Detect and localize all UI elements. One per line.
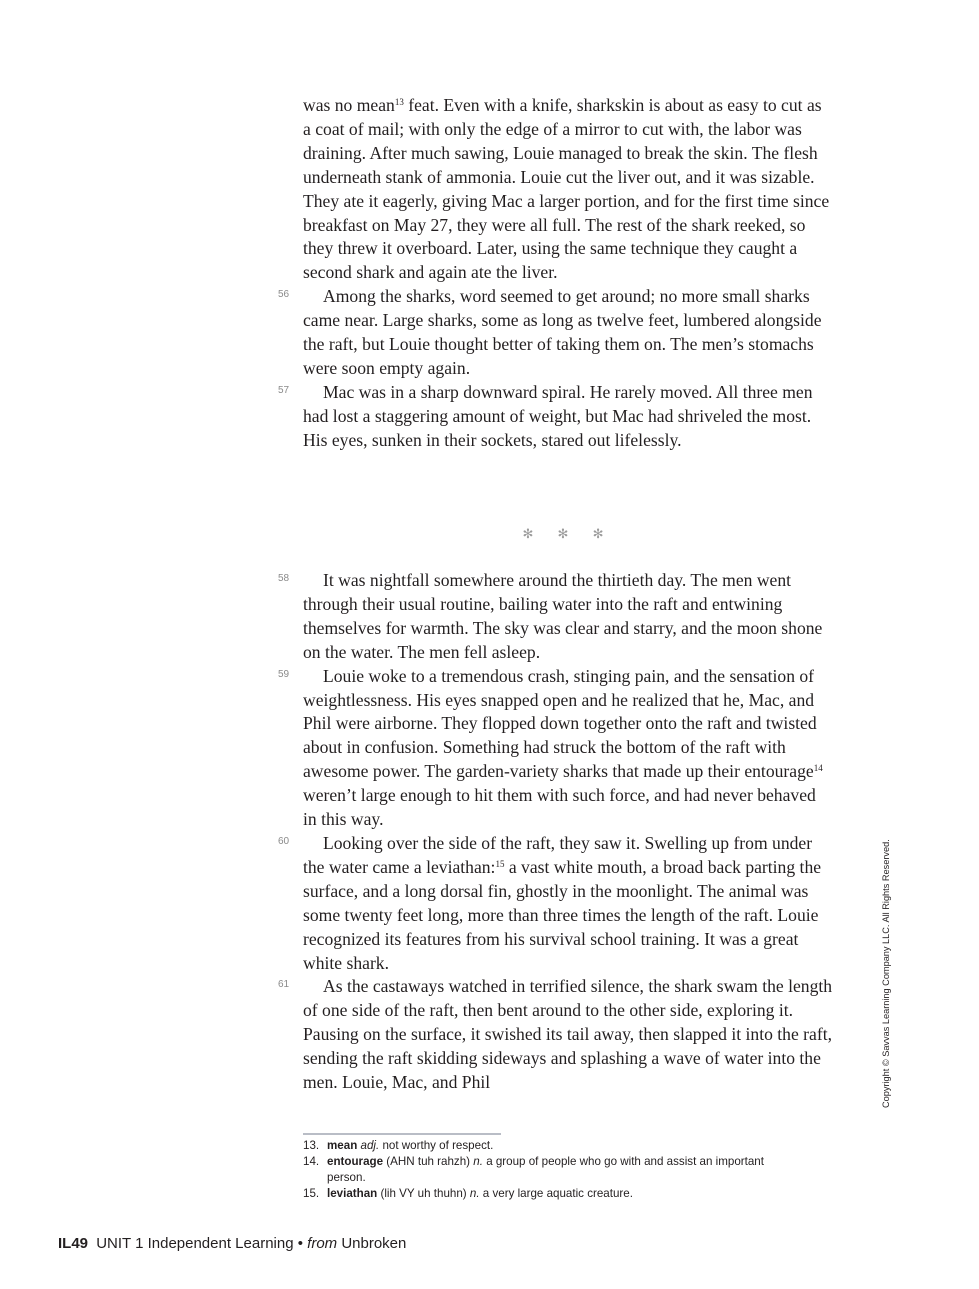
paragraph-56	[278, 285, 833, 381]
page-number: IL49	[58, 1235, 89, 1252]
footnote-definition: a group of people who go with and assist an important person.	[327, 1155, 764, 1184]
paragraph-text: Louie woke to a tremendous crash, stinging pain, and the sensation of weightlessness. His eyes snapped open and he realized that he, Mac, and Phil were airborne. They flopped down together onto the raft and twisted about in confusion. Something had struck the bottom of the raft with awesome power. The garden-variety sharks that made up their entourage	[303, 665, 817, 782]
paragraph-61	[278, 975, 833, 1095]
paragraph-number: 56	[278, 289, 290, 301]
footnote-term: mean	[327, 1139, 358, 1152]
footer-unit-label: UNIT 1 Independent Learning •	[96, 1235, 303, 1252]
body-text-bottom	[278, 569, 833, 1095]
paragraph-59	[278, 665, 833, 832]
footnote-pronunciation: (lih VY uh thuhn)	[380, 1187, 467, 1200]
paragraph-number: 61	[278, 979, 290, 991]
body-text-top	[278, 94, 833, 453]
footnote-definition: not worthy of respect.	[382, 1139, 494, 1152]
paragraph-number: 58	[278, 573, 290, 584]
footnote-ref: 14	[813, 763, 823, 774]
paragraph-number: 59	[278, 668, 290, 680]
paragraph-text: weren’t large enough to hit them with such force, and had never behaved in this way.	[303, 785, 816, 830]
page-footer	[58, 1235, 406, 1252]
copyright-notice: Copyright © Savvas Learning Company LLC. All Rights Reserved.	[881, 839, 891, 1108]
paragraph-text: Mac was in a sharp downward spiral. He rarely moved. All three men had lost a staggering amount of weight, but Mac had shriveled the most. His eyes, sunken in their sockets, stared out lifelessly.	[303, 381, 813, 450]
footnote-part-of-speech: n.	[473, 1155, 483, 1168]
footnote-term: leviathan	[327, 1187, 378, 1200]
paragraph-text: It was nightfall somewhere around the thirtieth day. The men went through their usual routine, bailing water into the raft and entwining themselves for warmth. The sky was clear and starry, and the moon shone on the water. The men fell asleep.	[303, 570, 823, 662]
footnote-pronunciation: (AHN tuh rahzh)	[386, 1155, 471, 1168]
footnote-part-of-speech: adj.	[360, 1139, 380, 1152]
paragraph-text: As the castaways watched in terrified silence, the shark swam the length of one side of the raft, then bent around to the other side, exploring it. Pausing on the surface, it swished its tail away, then slapped it into the raft, sending the raft skidding sideways and splashing a wave of water into the men. Louie, Mac, and Phil	[303, 976, 833, 1093]
paragraph-number: 57	[278, 384, 290, 396]
footer-selection-title: Unbroken	[341, 1235, 407, 1252]
footnote-15: 15. leviathan (lih VY uh thuhn) n. a very large aquatic creature.	[303, 1187, 633, 1200]
footnote-part-of-speech: n.	[469, 1187, 480, 1200]
paragraph-text: Among the sharks, word seemed to get around; no more small sharks came near. Large sharks, some as long as twelve feet, lumbered alongside the raft, but Louie thought better of taking them on. The men’s stomachs were soon empty again.	[303, 286, 822, 378]
section-break-asterisms: ✻ ✻ ✻	[522, 527, 614, 542]
paragraph-number: 60	[278, 835, 290, 847]
paragraph-continued	[303, 94, 833, 285]
footnote-term: entourage	[327, 1155, 384, 1168]
footnotes	[303, 1138, 773, 1202]
footnote-ref: 15	[495, 858, 505, 869]
footnote-divider	[303, 1133, 501, 1135]
footnote-14: 14. entourage (AHN tuh rahzh) n. a group of people who go with and assist an important person.	[303, 1155, 764, 1184]
paragraph-58	[278, 569, 833, 665]
paragraph-text: Looking over the side of the raft, they saw it. Swelling up from under the water came a leviathan:	[303, 832, 813, 877]
paragraph-text: was no mean	[303, 95, 395, 115]
footnote-13: 13. mean adj. not worthy of respect.	[303, 1139, 494, 1152]
paragraph-text: feat. Even with a knife, sharkskin is about as easy to cut as a coat of mail; with only the edge of a mirror to cut with, the labor was draining. After much sawing, Louie managed to break the skin. The flesh underneath stank of ammonia. Louie cut the liver out, and it was sizable. They ate it eagerly, giving Mac a larger portion, and for the first time since breakfast on May 27, they were all full. The rest of the shark reeked, so they threw it overboard. Later, using the same technique they caught a second shark and again ate the liver.	[303, 95, 830, 283]
paragraph-text: a vast white mouth, a broad back parting the surface, and a long dorsal fin, ghostly in the moonlight. The animal was some twenty feet long, more than three times the length of the raft. Louie recognized its features from his survival school training. It was a great white shark.	[303, 856, 822, 973]
paragraph-60	[278, 832, 833, 975]
paragraph-57	[278, 381, 833, 453]
footer-from: from	[307, 1235, 338, 1252]
footnote-definition: a very large aquatic creature.	[482, 1187, 633, 1200]
footnote-ref: 13	[394, 97, 404, 107]
